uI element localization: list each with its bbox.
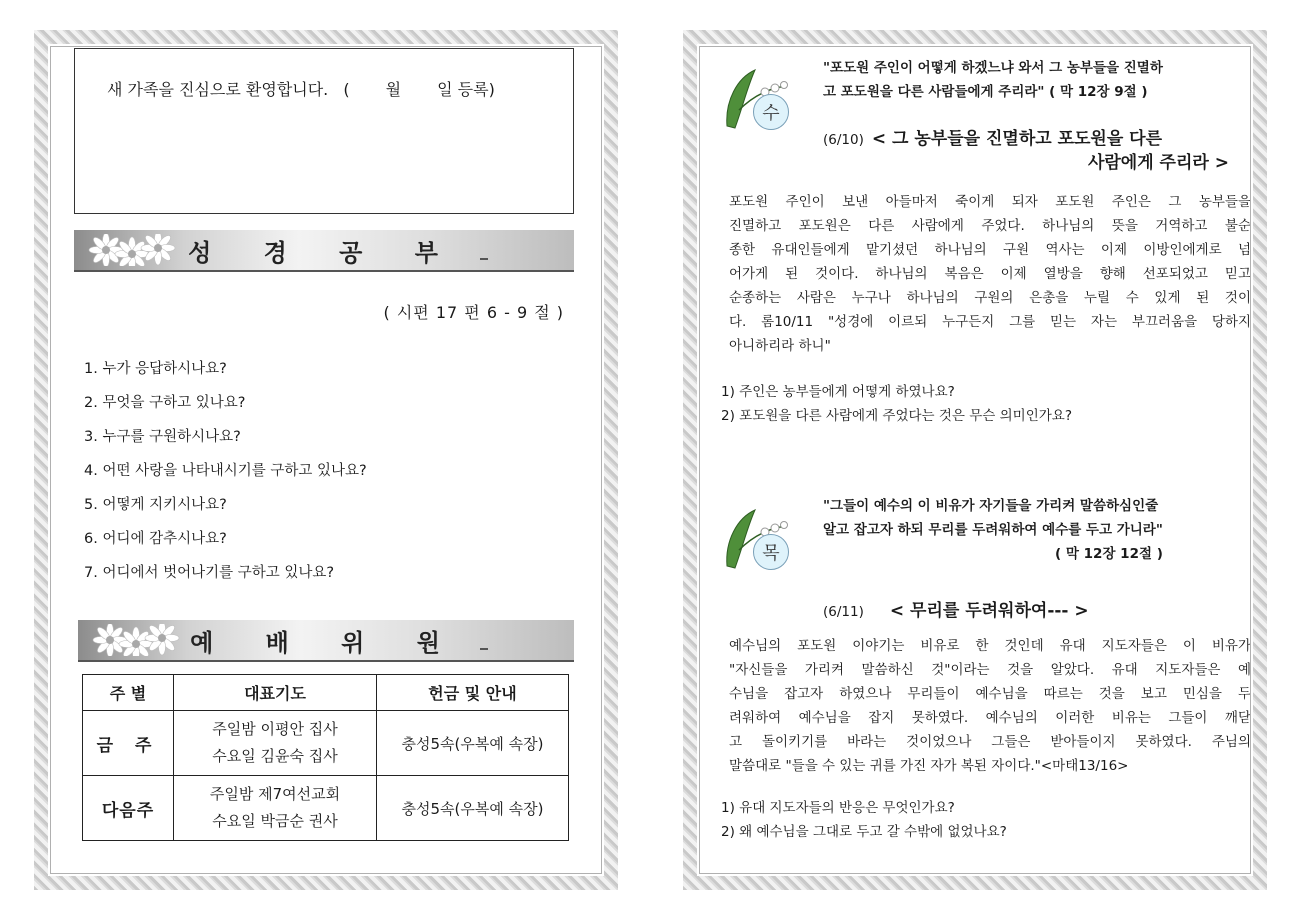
body-line: 종한 유대인들에게 맡기셨던 하나님의 구원 역사는 이제 이방인에게로 넘 [729,242,1251,258]
prayer-line: 수요일 김윤숙 집사 [212,747,338,765]
column-header: 헌금 및 안내 [377,675,569,711]
worship-staff-header [78,620,574,662]
verse-line: 알고 잡고자 하되 무리를 두려워하여 예수를 두고 가니라" [823,522,1163,538]
heading-date: (6/11) [823,604,864,620]
thursday-body [721,634,1251,778]
worship-staff-title: 예 배 위 원 [190,628,462,657]
bible-study-questions [84,352,367,590]
column-header: 대표기도 [174,675,377,711]
thursday-questions [721,796,1007,844]
scripture-reference: ( 시편 17 편 6 - 9 절 ) [383,303,564,322]
list-item: 1. 누가 응답하시나요? [84,361,227,377]
left-page [34,30,618,890]
list-item: 4. 어떤 사랑을 나타내시기를 구하고 있나요? [84,463,367,479]
worship-staff-table [82,674,569,841]
offering-cell: 충성5속(우복예 속장) [377,776,569,841]
flower-icon [92,624,182,656]
body-line: 어가게 된 것이다. 하나님의 복음은 이제 열방을 향해 선포되었고 믿고 [729,266,1251,282]
bible-study-title: 성 경 공 부 [188,238,460,267]
welcome-text: 새 가족을 진심으로 환영합니다. [107,80,329,99]
body-line: 다. 롬10/11 "성경에 이르되 누구든지 그를 믿는 자는 부끄러움을 당하지 [729,314,1251,330]
body-line: 포도원 주인이 보낸 아들마저 죽이게 되자 포도원 주인은 그 농부들을 [729,194,1251,210]
wednesday-heading [823,124,1162,149]
body-line: 고 돌이키기를 바라는 것이었으나 그들은 받아들이지 못하였다. 주님의 [729,734,1251,750]
verse-line: "그들이 예수의 이 비유가 자기들을 가리켜 말씀하심인줄 [823,498,1159,514]
list-item: 6. 어디에 감추시나요? [84,531,227,547]
verse-line: "포도원 주인이 어떻게 하겠느냐 와서 그 농부들을 진멸하 [823,60,1163,76]
body-line: "자신들을 가리켜 말씀하신 것"이라는 것을 알았다. 유대 지도자들은 예 [729,662,1251,678]
welcome-month: 월 [385,80,402,99]
prayer-line: 주일밤 이평안 집사 [212,720,338,738]
thursday-heading [823,596,1089,621]
list-item: 5. 어떻게 지키시나요? [84,497,227,513]
wednesday-badge [717,66,795,138]
wednesday-body [721,190,1251,358]
table-row [83,711,569,776]
verse-line: 고 포도원을 다른 사람들에게 주리라" ( 막 12장 9절 ) [823,84,1148,100]
verse-line: ( 막 12장 12절 ) [1055,546,1163,562]
welcome-registered: 등록) [457,80,495,99]
list-item: 2. 무엇을 구하고 있나요? [84,395,246,411]
right-page [683,30,1267,890]
week-cell: 다음주 [83,776,174,841]
table-row [83,776,569,841]
body-line: 진멸하고 포도원은 다른 사람에게 주었다. 하나님의 뜻을 거역하고 불순 [729,218,1251,234]
heading-title: < 무리를 두려워하여--- > [889,601,1089,621]
question-line: 2) 왜 예수님을 그대로 두고 갈 수밖에 없었나요? [721,824,1007,840]
welcome-open-paren: ( [343,80,350,99]
heading-date: (6/10) [823,132,864,148]
new-family-welcome-box [74,48,574,214]
heading-title: < 그 농부들을 진멸하고 포도원을 다른 [871,129,1163,149]
question-line: 2) 포도원을 다른 사람에게 주었다는 것은 무슨 의미인가요? [721,408,1073,424]
prayer-cell [174,711,377,776]
day-label: 수 [753,94,789,130]
flower-icon [88,234,178,266]
body-line: 순종하는 사람은 누구나 하나님의 구원의 은총을 누릴 수 있게 된 것이 [729,290,1251,306]
prayer-cell [174,776,377,841]
body-line: 말씀대로 "들을 수 있는 귀를 가진 자가 복된 자이다."<마태13/16> [729,758,1129,774]
body-line: 려워하여 예수님을 잡지 못하였다. 예수님의 이러한 비유는 그들이 깨닫 [729,710,1251,726]
day-label: 목 [753,534,789,570]
wednesday-heading-cont: 사람에게 주리라 > [1087,153,1229,173]
prayer-line: 주일밤 제7여선교회 [209,785,341,803]
welcome-day: 일 [437,80,453,99]
body-line: 예수님의 포도원 이야기는 비유로 한 것인데 유대 지도자들은 이 비유가 [729,638,1251,654]
body-line: 아니하리라 하니" [729,338,831,354]
body-line: 수님을 잡고자 하였으나 무리들이 예수님을 따르는 것을 보고 민심을 두 [729,686,1251,702]
question-line: 1) 유대 지도자들의 반응은 무엇인가요? [721,800,955,816]
question-line: 1) 주인은 농부들에게 어떻게 하였나요? [721,384,955,400]
wednesday-questions [721,380,1072,428]
offering-cell: 충성5속(우복예 속장) [377,711,569,776]
list-item: 3. 누구를 구원하시나요? [84,429,241,445]
wednesday-verse [823,56,1163,104]
column-header: 주 별 [83,675,174,711]
week-cell: 금 주 [83,711,174,776]
prayer-line: 수요일 박금순 권사 [212,812,338,830]
thursday-badge [717,506,795,578]
table-header-row [83,675,569,711]
thursday-verse [823,494,1163,566]
bible-study-header [74,230,574,272]
list-item: 7. 어디에서 벗어나기를 구하고 있나요? [84,565,335,581]
